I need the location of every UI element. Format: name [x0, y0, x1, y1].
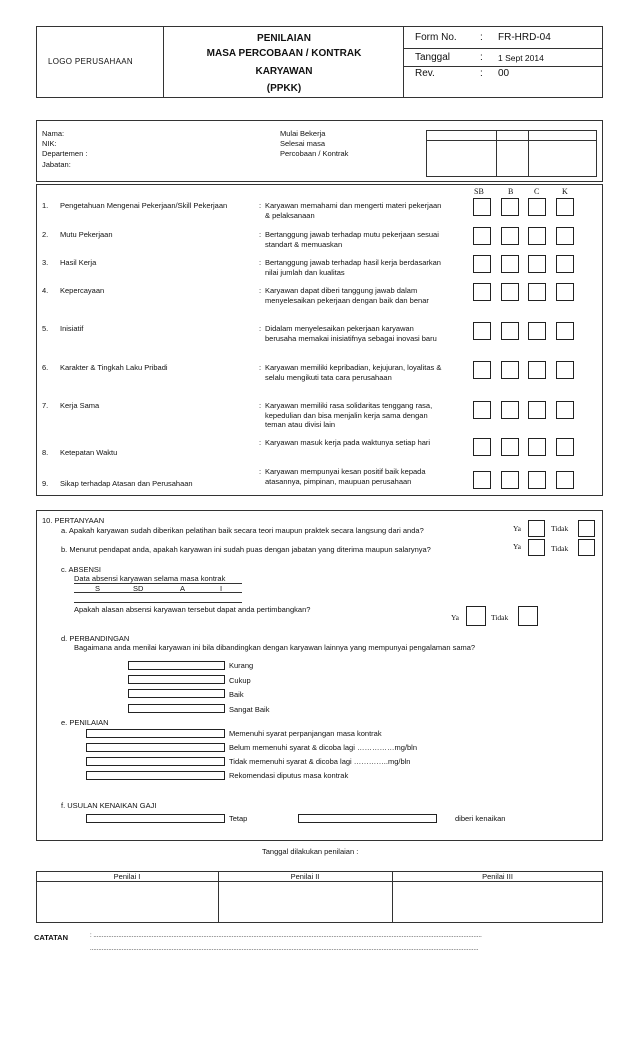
meta-tanggal-value: 1 Sept 2014	[498, 53, 544, 63]
score-k-checkbox[interactable]	[556, 401, 574, 419]
meta-tanggal-sep: :	[480, 52, 483, 63]
criterion-name: Hasil Kerja	[60, 258, 97, 267]
penilai-1-header: Penilai I	[113, 872, 141, 881]
penilaian-memenuhi-label: Memenuhi syarat perpanjangan masa kontrak	[229, 729, 382, 738]
absensi-col-i: I	[220, 584, 223, 593]
score-c-checkbox[interactable]	[528, 322, 546, 340]
criterion-description: Bertanggung jawab terhadap hasil kerja berdasarkan nilai jumlah dan kualitas	[265, 258, 441, 277]
criterion-colon: :	[259, 363, 262, 372]
criterion-name: Kepercayaan	[60, 286, 105, 295]
score-k-checkbox[interactable]	[556, 361, 574, 379]
meta-rev-value: 00	[498, 68, 510, 79]
score-b-checkbox[interactable]	[501, 255, 519, 273]
form-title-line-3: KARYAWAN	[255, 66, 313, 77]
summary-grid-vline-2	[528, 130, 529, 177]
meta-form-no-sep: :	[480, 32, 483, 43]
criterion-description: Didalam menyelesaikan pekerjaan karyawan berusaha memakai inisiatifnya sebagai inovasi baru	[265, 324, 437, 343]
criterion-description: Karyawan memiliki rasa solidaritas tenggang rasa, kepedulian dan bisa menjalin kerja sama dengan teman atau divisi lain	[265, 401, 433, 429]
score-k-checkbox[interactable]	[556, 198, 574, 216]
criterion-description: Karyawan memahami dan mengerti materi pekerjaan & pelaksanaan	[265, 201, 442, 220]
catatan-line-2[interactable]: .........................................................................................................................................................................................................................................	[90, 946, 479, 952]
summary-score-grid[interactable]	[426, 130, 597, 177]
criterion-colon: :	[259, 401, 262, 410]
criterion-name: Kerja Sama	[60, 401, 100, 410]
question-a-tidak-label: Tidak	[551, 524, 569, 533]
criterion-number: 8.	[42, 448, 49, 457]
score-sb-checkbox[interactable]	[473, 471, 491, 489]
perbandingan-cukup-field[interactable]	[128, 675, 225, 684]
meta-form-no-value: FR-HRD-04	[498, 32, 551, 43]
label-nama: Nama:	[42, 129, 65, 138]
meta-form-no-label: Form No.	[415, 32, 457, 43]
tanggal-penilaian-label: Tanggal dilakukan penilaian :	[262, 847, 359, 856]
question-a-text: a. Apakah karyawan sudah diberikan pelatihan baik secara teori maupun praktek secara langsung dari anda?	[61, 526, 424, 535]
criterion-number: 7.	[42, 401, 49, 410]
penilaian-tidak-field[interactable]	[86, 757, 225, 766]
penilai-2-header: Penilai II	[290, 872, 320, 881]
absensi-subtitle: Data absensi karyawan selama masa kontrak	[74, 574, 226, 583]
score-c-checkbox[interactable]	[528, 198, 546, 216]
score-c-checkbox[interactable]	[528, 401, 546, 419]
criterion-name: Ketepatan Waktu	[60, 448, 118, 457]
score-sb-checkbox[interactable]	[473, 198, 491, 216]
perbandingan-question: Bagaimana anda menilai karyawan ini bila dibandingkan dengan karyawan lainnya yang mempunyai pengalaman sama?	[74, 643, 476, 652]
absensi-title: c. ABSENSI	[61, 565, 102, 574]
score-sb-checkbox[interactable]	[473, 438, 491, 456]
question-a-ya-checkbox[interactable]	[528, 520, 545, 537]
score-sb-checkbox[interactable]	[473, 255, 491, 273]
score-b-checkbox[interactable]	[501, 227, 519, 245]
criterion-description: Bertanggung jawab terhadap mutu pekerjaan sesuai standart & memuaskan	[265, 230, 439, 249]
scale-label-k: K	[562, 187, 568, 196]
penilaian-memenuhi-field[interactable]	[86, 729, 225, 738]
form-title-line-2: MASA PERCOBAAN / KONTRAK	[206, 48, 362, 59]
criterion-colon: :	[259, 258, 262, 267]
label-departemen: Departemen :	[42, 149, 88, 158]
score-sb-checkbox[interactable]	[473, 227, 491, 245]
score-k-checkbox[interactable]	[556, 227, 574, 245]
question-b-tidak-checkbox[interactable]	[578, 539, 595, 556]
perbandingan-baik-field[interactable]	[128, 689, 225, 698]
score-c-checkbox[interactable]	[528, 227, 546, 245]
label-selesai-masa: Selesai masa	[280, 139, 326, 148]
criterion-number: 5.	[42, 324, 49, 333]
criterion-description: Karyawan dapat diberi tanggung jawab dalam menyelesaikan pekerjaan dengan baik dan benar	[265, 286, 429, 305]
meta-rev-sep: :	[480, 68, 483, 79]
gaji-tetap-label: Tetap	[229, 814, 248, 823]
score-c-checkbox[interactable]	[528, 255, 546, 273]
header-meta-line-2	[403, 66, 603, 67]
criterion-number: 6.	[42, 363, 49, 372]
score-b-checkbox[interactable]	[501, 198, 519, 216]
catatan-line-1[interactable]: : .........................................................................................................................................................................................................................................	[90, 933, 482, 939]
perbandingan-title: d. PERBANDINGAN	[61, 634, 130, 643]
penilai-3-signature-cell[interactable]	[393, 882, 602, 922]
perbandingan-kurang-field[interactable]	[128, 661, 225, 670]
scale-label-c: C	[534, 187, 540, 196]
gaji-tetap-field[interactable]	[86, 814, 225, 823]
penilai-1-signature-cell[interactable]	[37, 882, 217, 922]
perbandingan-sangat-baik-field[interactable]	[128, 704, 225, 713]
absensi-ya-label: Ya	[451, 613, 459, 622]
scale-label-b: B	[508, 187, 514, 196]
catatan-label: CATATAN	[34, 933, 69, 942]
criterion-name: Sikap terhadap Atasan dan Perusahaan	[60, 479, 193, 488]
penilaian-belum-label: Belum memenuhi syarat & dicoba lagi ……………mg/bln	[229, 743, 417, 752]
criterion-number: 9.	[42, 479, 49, 488]
absensi-tidak-checkbox[interactable]	[518, 606, 538, 626]
penilaian-tidak-label: Tidak memenuhi syarat & dicoba lagi …………..mg/bln	[229, 757, 411, 766]
criterion-colon: :	[259, 286, 262, 295]
score-sb-checkbox[interactable]	[473, 283, 491, 301]
absensi-question: Apakah alasan absensi karyawan tersebut dapat anda pertimbangkan?	[74, 605, 311, 614]
gaji-kenaikan-label: diberi kenaikan	[455, 814, 506, 823]
criterion-description: Karyawan masuk kerja pada waktunya setiap hari	[265, 438, 431, 447]
criterion-name: Pengetahuan Mengenai Pekerjaan/Skill Pekerjaan	[60, 201, 228, 210]
score-k-checkbox[interactable]	[556, 471, 574, 489]
header-meta-line-1	[403, 48, 603, 49]
question-b-ya-checkbox[interactable]	[528, 539, 545, 556]
penilai-3-header: Penilai III	[482, 872, 513, 881]
gaji-kenaikan-field[interactable]	[298, 814, 437, 823]
label-nik: NIK:	[42, 139, 57, 148]
score-b-checkbox[interactable]	[501, 283, 519, 301]
criterion-colon: :	[259, 324, 262, 333]
criterion-name: Inisiatif	[60, 324, 84, 333]
criterion-colon: :	[259, 230, 262, 239]
criterion-number: 1.	[42, 201, 49, 210]
score-k-checkbox[interactable]	[556, 255, 574, 273]
penilaian-title: e. PENILAIAN	[61, 718, 109, 727]
criterion-name: Karakter & Tingkah Laku Pribadi	[60, 363, 168, 372]
perbandingan-kurang-label: Kurang	[229, 661, 254, 670]
scale-label-sb: SB	[474, 187, 484, 196]
perbandingan-cukup-label: Cukup	[229, 676, 251, 685]
absensi-ya-checkbox[interactable]	[466, 606, 486, 626]
score-k-checkbox[interactable]	[556, 322, 574, 340]
score-c-checkbox[interactable]	[528, 438, 546, 456]
score-c-checkbox[interactable]	[528, 361, 546, 379]
absensi-col-sd: SD	[133, 584, 144, 593]
form-title-line-1: PENILAIAN	[257, 33, 311, 44]
meta-tanggal-label: Tanggal	[415, 52, 451, 63]
penilai-2-signature-cell[interactable]	[219, 882, 391, 922]
label-jabatan: Jabatan:	[42, 160, 71, 169]
score-b-checkbox[interactable]	[501, 401, 519, 419]
absensi-col-s: S	[95, 584, 101, 593]
score-sb-checkbox[interactable]	[473, 401, 491, 419]
score-sb-checkbox[interactable]	[473, 361, 491, 379]
summary-grid-vline-1	[496, 130, 497, 177]
score-c-checkbox[interactable]	[528, 471, 546, 489]
penilaian-diputus-field[interactable]	[86, 771, 225, 780]
score-b-checkbox[interactable]	[501, 322, 519, 340]
criterion-name: Mutu Pekerjaan	[60, 230, 113, 239]
section-pertanyaan-title: 10. PERTANYAAN	[42, 516, 105, 525]
score-sb-checkbox[interactable]	[473, 322, 491, 340]
score-c-checkbox[interactable]	[528, 283, 546, 301]
logo-placeholder: LOGO PERUSAHAAN	[48, 57, 133, 66]
score-b-checkbox[interactable]	[501, 361, 519, 379]
criterion-number: 2.	[42, 230, 49, 239]
question-b-ya-label: Ya	[513, 542, 521, 551]
perbandingan-baik-label: Baik	[229, 690, 244, 699]
criterion-colon: :	[259, 201, 262, 210]
criterion-colon: :	[259, 467, 262, 476]
score-k-checkbox[interactable]	[556, 438, 574, 456]
score-k-checkbox[interactable]	[556, 283, 574, 301]
kenaikan-gaji-title: f. USULAN KENAIKAN GAJI	[61, 801, 157, 810]
criterion-description: Karyawan memiliki kepribadian, kejujuran, loyalitas & selalu mengikuti tata cara perusahaan	[265, 363, 442, 382]
summary-grid-hline	[426, 140, 597, 141]
question-a-tidak-checkbox[interactable]	[578, 520, 595, 537]
absensi-col-a: A	[180, 584, 186, 593]
score-b-checkbox[interactable]	[501, 438, 519, 456]
perbandingan-sangat-baik-label: Sangat Baik	[229, 705, 270, 714]
penilaian-diputus-label: Rekomendasi diputus masa kontrak	[229, 771, 349, 780]
criterion-number: 4.	[42, 286, 49, 295]
label-status-kontrak: Percobaan / Kontrak	[280, 149, 349, 158]
penilaian-belum-field[interactable]	[86, 743, 225, 752]
criterion-description: Karyawan mempunyai kesan positif baik kepada atasannya, pimpinan, maupuan perusahaan	[265, 467, 426, 486]
absensi-tidak-label: Tidak	[491, 613, 509, 622]
meta-rev-label: Rev.	[415, 68, 435, 79]
question-b-tidak-label: Tidak	[551, 544, 569, 553]
label-mulai-bekerja: Mulai Bekerja	[280, 129, 326, 138]
criterion-colon: :	[259, 438, 262, 447]
question-b-text: b. Menurut pendapat anda, apakah karyawan ini sudah puas dengan jabatan yang diterima maupun salarynya?	[61, 545, 431, 554]
criterion-number: 3.	[42, 258, 49, 267]
questions-box	[36, 510, 603, 841]
score-b-checkbox[interactable]	[501, 471, 519, 489]
form-title-line-4: (PPKK)	[266, 83, 302, 94]
absensi-bottom-line	[74, 602, 242, 603]
question-a-ya-label: Ya	[513, 524, 521, 533]
